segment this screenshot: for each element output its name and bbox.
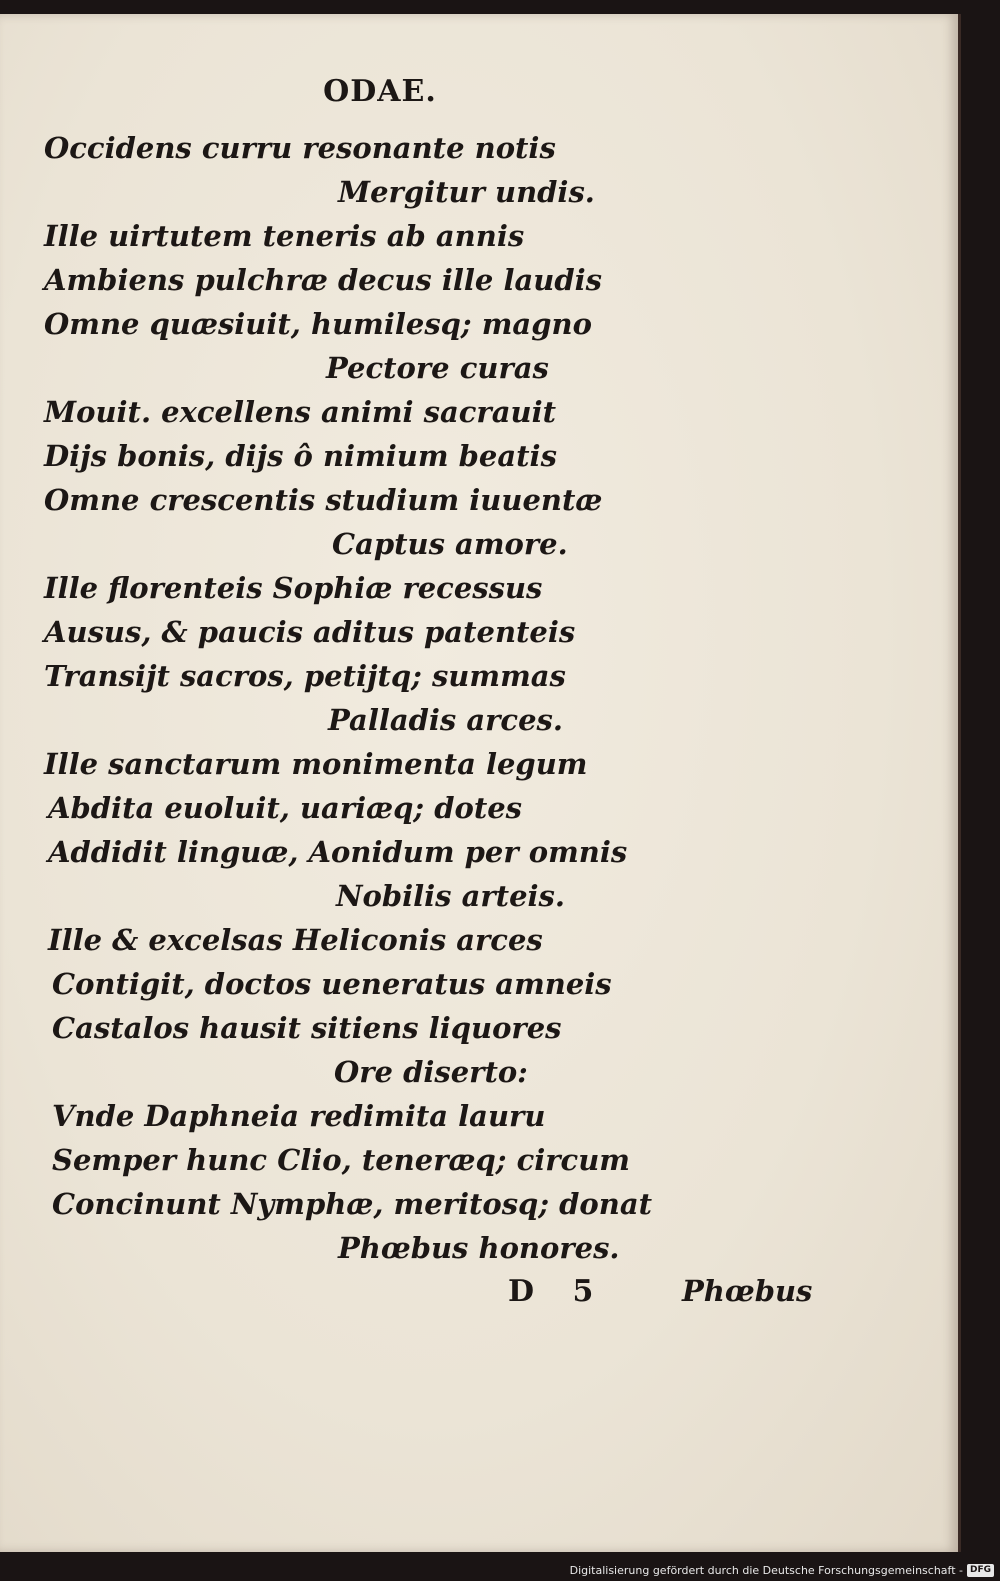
verse-line-indented: Nobilis arteis.: [336, 879, 565, 913]
verse-line: Mouit. excellens animi sacrauit: [44, 395, 557, 429]
verse-line: Occidens curru resonante notis: [44, 131, 556, 165]
verse-line: Semper hunc Clio, teneræq; circum: [52, 1143, 630, 1177]
verse-line-indented: Mergitur undis.: [338, 175, 595, 209]
verse-line: Abdita euoluit, uariæq; dotes: [48, 791, 522, 825]
signature-mark: D 5: [508, 1274, 608, 1309]
verse-line-indented: Ore diserto:: [334, 1055, 528, 1089]
verse-line-indented: Captus amore.: [332, 527, 568, 561]
verse-line-indented: Palladis arces.: [328, 703, 563, 737]
verse-line: Contigit, doctos ueneratus amneis: [52, 967, 612, 1001]
verse-line: Vnde Daphneia redimita lauru: [52, 1099, 546, 1133]
book-page: [0, 14, 961, 1552]
verse-line: Omne crescentis studium iuuentæ: [44, 483, 603, 517]
verse-line: Ille sanctarum monimenta legum: [44, 747, 588, 781]
verse-line: Addidit linguæ, Aonidum per omnis: [48, 835, 628, 869]
verse-line: Dijs bonis, dijs ô nimium beatis: [44, 439, 557, 473]
verse-line: Castalos hausit sitiens liquores: [52, 1011, 562, 1045]
verse-line: Ille & excelsas Heliconis arces: [48, 923, 543, 957]
verse-line: Omne quæsiuit, humilesq; magno: [44, 307, 592, 341]
verse-line: Concinunt Nymphæ, meritosq; donat: [52, 1187, 653, 1221]
verse-line: Ille uirtutem teneris ab annis: [44, 219, 525, 253]
verse-line-indented: Phœbus honores.: [338, 1231, 620, 1265]
verse-line: Ille florenteis Sophiæ recessus: [44, 571, 543, 605]
credit-text: Digitalisierung gefördert durch die Deutsche Forschungsgemeinschaft -: [569, 1564, 963, 1577]
running-header: ODAE.: [323, 74, 437, 109]
verse-line-indented: Pectore curas: [326, 351, 549, 385]
dfg-logo: DFG: [967, 1564, 994, 1577]
verse-line: Transijt sacros, petijtq; summas: [44, 659, 566, 693]
verse-line: Ambiens pulchræ decus ille laudis: [44, 263, 602, 297]
catchword: Phœbus: [682, 1274, 813, 1308]
digitization-credit: [570, 1564, 994, 1577]
verse-line: Ausus, & paucis aditus patenteis: [44, 615, 576, 649]
